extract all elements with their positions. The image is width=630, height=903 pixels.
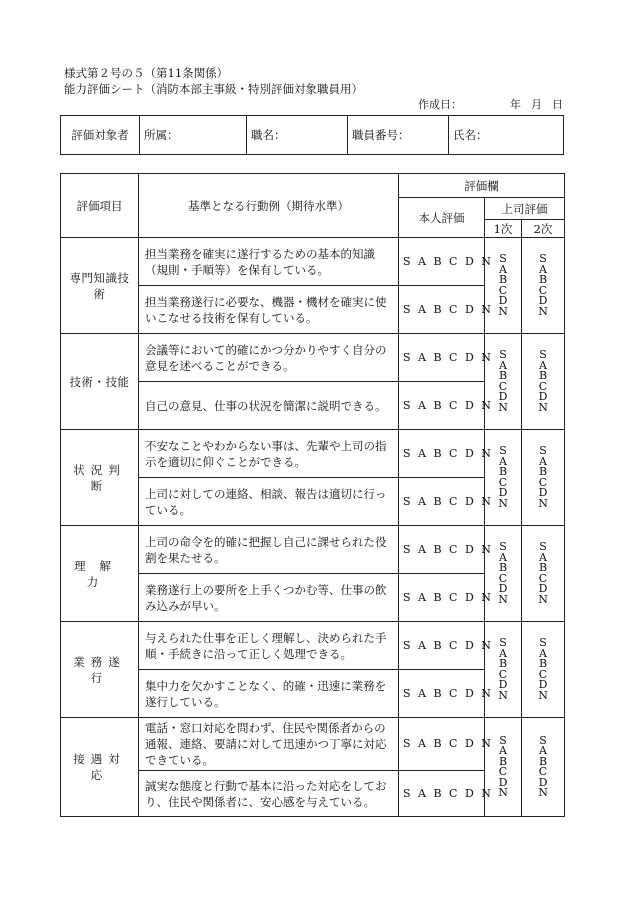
item-name: 接遇対応: [61, 718, 139, 817]
form-number: 様式第２号の５（第11条関係）: [64, 66, 229, 80]
second-rating[interactable]: S A B C D N: [522, 334, 565, 430]
affiliation-field[interactable]: 所属：: [140, 116, 247, 155]
second-rating[interactable]: S A B C D N: [522, 718, 565, 817]
staff-number-field[interactable]: 職員番号：: [348, 116, 449, 155]
created-date: [418, 96, 566, 112]
behavior-text: 誠実な態度と行動で基本に沿った対応をしており、住民や関係者に、安心感を与えている。: [139, 771, 399, 817]
first-rating[interactable]: S A B C D N: [485, 334, 522, 430]
self-rating[interactable]: S A B C D N: [399, 771, 485, 817]
col-header-supervisor: 上司評価: [485, 198, 565, 220]
self-rating[interactable]: S A B C D N: [399, 382, 485, 430]
col-header-self: 本人評価: [399, 198, 485, 238]
table-row: [61, 526, 565, 574]
year-label: 年: [510, 98, 521, 111]
table-row: [61, 430, 565, 478]
self-rating[interactable]: S A B C D N: [399, 478, 485, 526]
behavior-text: 与えられた仕事を正しく理解し、決められた手順・手続きに沿って正しく処理できる。: [139, 622, 399, 670]
first-rating[interactable]: S A B C D N: [485, 622, 522, 718]
second-rating[interactable]: S A B C D N: [522, 430, 565, 526]
self-rating[interactable]: S A B C D N: [399, 574, 485, 622]
behavior-text: 自己の意見、仕事の状況を簡潔に説明できる。: [139, 382, 399, 430]
table-row: [61, 718, 565, 771]
target-label: 評価対象者: [61, 116, 140, 155]
table-row: [61, 334, 565, 382]
first-rating[interactable]: S A B C D N: [485, 238, 522, 334]
behavior-text: 上司の命令を的確に把握し自己に課せられた役割を果たせる。: [139, 526, 399, 574]
col-header-behavior: 基準となる行動例（期待水準）: [139, 174, 399, 238]
first-rating[interactable]: S A B C D N: [485, 430, 522, 526]
self-rating[interactable]: S A B C D N: [399, 430, 485, 478]
col-header-evaluation: 評価欄: [399, 174, 565, 198]
self-rating[interactable]: S A B C D N: [399, 526, 485, 574]
item-name: 理解力: [61, 526, 139, 622]
col-header-item: 評価項目: [61, 174, 139, 238]
day-label: 日: [552, 98, 563, 111]
self-rating[interactable]: S A B C D N: [399, 334, 485, 382]
item-name: 技術・技能: [61, 334, 139, 430]
behavior-text: 不安なことやわからない事は、先輩や上司の指示を適切に仰ぐことができる。: [139, 430, 399, 478]
first-rating[interactable]: S A B C D N: [485, 718, 522, 817]
behavior-text: 会議等において的確にかつ分かりやすく自分の意見を述べることができる。: [139, 334, 399, 382]
second-rating[interactable]: S A B C D N: [522, 526, 565, 622]
name-field[interactable]: 氏名：: [449, 116, 564, 155]
created-date-label: 作成日：: [418, 98, 462, 111]
self-rating[interactable]: S A B C D N: [399, 670, 485, 718]
position-field[interactable]: 職名：: [247, 116, 348, 155]
self-rating[interactable]: S A B C D N: [399, 286, 485, 334]
behavior-text: 業務遂行上の要所を上手くつかむ等、仕事の飲み込みが早い。: [139, 574, 399, 622]
item-name: 専門知識技術: [61, 238, 139, 334]
table-row: [61, 238, 565, 286]
behavior-text: 上司に対しての連絡、相談、報告は適切に行っている。: [139, 478, 399, 526]
first-rating[interactable]: S A B C D N: [485, 526, 522, 622]
self-rating[interactable]: S A B C D N: [399, 622, 485, 670]
evaluation-table: [60, 173, 565, 817]
behavior-text: 集中力を欠かすことなく、的確・迅速に業務を遂行している。: [139, 670, 399, 718]
second-rating[interactable]: S A B C D N: [522, 238, 565, 334]
self-rating[interactable]: S A B C D N: [399, 238, 485, 286]
col-header-first: 1次: [485, 220, 522, 238]
item-name: 業務遂行: [61, 622, 139, 718]
form-title: 能力評価シート（消防本部主事級・特別評価対象職員用）: [64, 82, 363, 96]
behavior-text: 担当業務を確実に遂行するための基本的知識（規則・手順等）を保有している。: [139, 238, 399, 286]
behavior-text: 電話・窓口対応を問わず、住民や関係者からの通報、連絡、要請に対して迅速かつ丁寧に対応できている。: [139, 718, 399, 771]
month-label: 月: [531, 98, 542, 111]
self-rating[interactable]: S A B C D N: [399, 718, 485, 771]
subject-info-table: [60, 115, 564, 155]
behavior-text: 担当業務遂行に必要な、機器・機材を確実に使いこなせる技術を保有している。: [139, 286, 399, 334]
item-name: 状況判断: [61, 430, 139, 526]
table-row: [61, 622, 565, 670]
second-rating[interactable]: S A B C D N: [522, 622, 565, 718]
col-header-second: 2次: [522, 220, 565, 238]
